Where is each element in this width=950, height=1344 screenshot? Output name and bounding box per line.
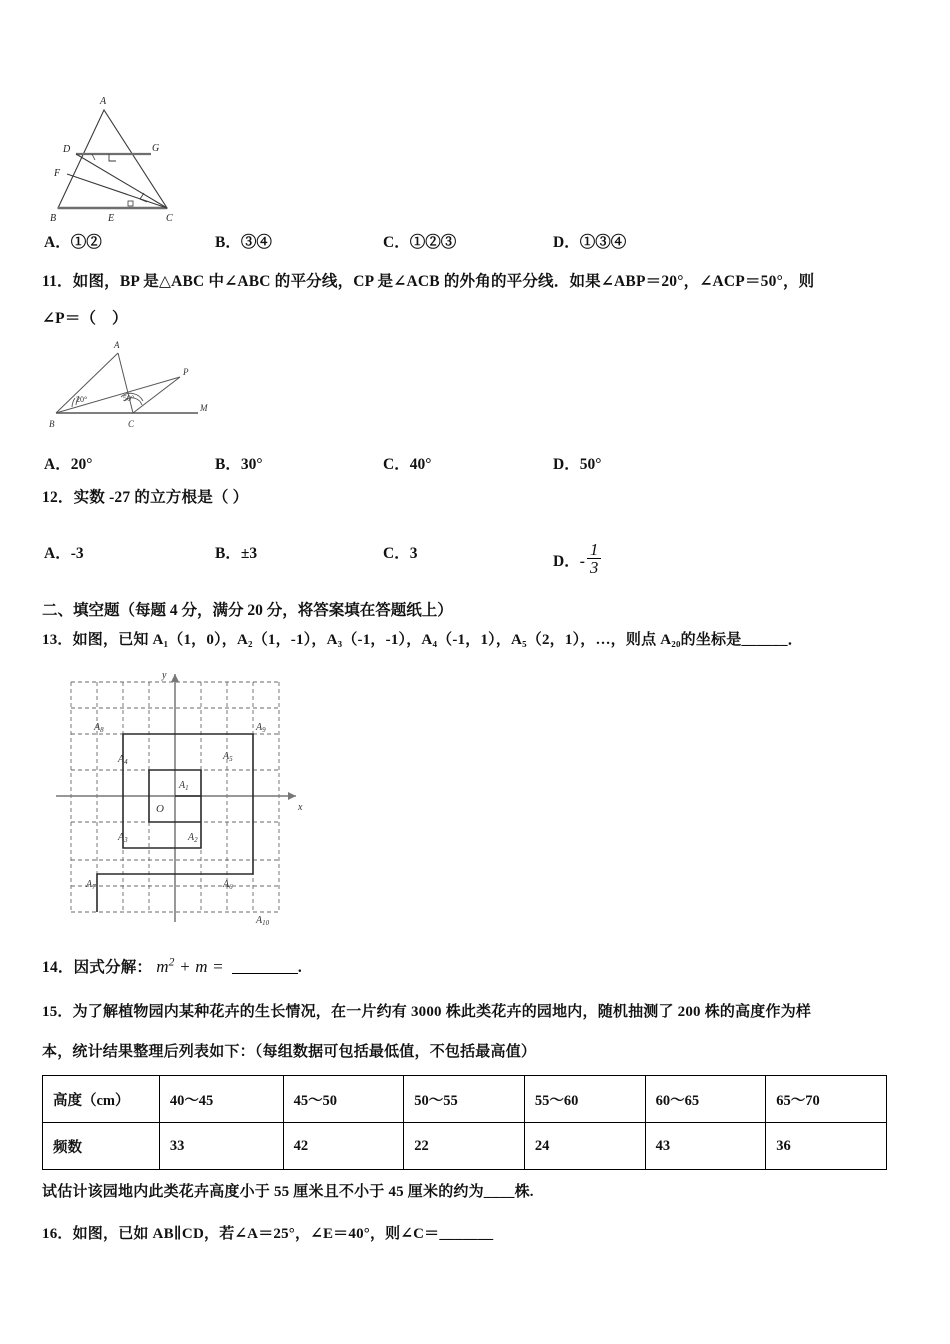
q10-option-b-value: ③④ xyxy=(240,234,272,251)
q12-option-c-value: 3 xyxy=(409,545,418,562)
q11-option-d-value: 50° xyxy=(579,456,602,473)
q11-option-c-label: C． xyxy=(383,456,410,473)
q10-option-d-label: D． xyxy=(553,234,580,251)
svg-text:B: B xyxy=(50,213,57,223)
q10-option-c[interactable] xyxy=(383,230,456,252)
x-axis-label: x xyxy=(298,802,303,813)
svg-text:C: C xyxy=(128,419,135,429)
svg-text:A4: $A_4$ xyxy=(118,754,128,766)
q12-text: 12．实数 -27 的立方根是（ ） xyxy=(42,489,249,506)
svg-text:P: P xyxy=(183,367,189,377)
q12-option-d[interactable] xyxy=(553,541,601,576)
q11-text-line1: 11．如图，BP 是△ABC 中∠ABC 的平分线，CP 是∠ACB 的外角的平分线．如果∠ABP＝20°，∠ACP＝50°，则 xyxy=(42,273,815,290)
section-2-heading: 二、填空题（每题 4 分，满分 20 分，将答案填在答题纸上） xyxy=(42,602,453,619)
svg-text:A8: $A_8$ xyxy=(94,722,104,734)
svg-text:A3: $A_3$ xyxy=(118,832,128,844)
q12-option-a[interactable] xyxy=(44,541,84,563)
svg-text:A2: $A_2$ xyxy=(188,832,198,844)
q11-option-b-value: 30° xyxy=(240,456,263,473)
q15-text-line1: 15．为了解植物园内某种花卉的生长情况，在一片约有 3000 株此类花卉的园地内，随机抽测了 200 株的高度作为样 xyxy=(42,1004,812,1020)
q11-option-c-value: 40° xyxy=(409,456,432,473)
table-cell-freq-5: 36 xyxy=(766,1123,887,1170)
q11-option-a[interactable] xyxy=(44,452,92,474)
q15-footer: 试估计该园地内此类花卉高度小于 55 厘米且不小于 45 厘米的约为____株. xyxy=(42,1184,534,1200)
q12-option-a-label: A． xyxy=(44,545,71,562)
q12-option-c[interactable] xyxy=(383,541,417,563)
svg-text:B: B xyxy=(49,419,55,429)
table-cell-freq-3: 24 xyxy=(524,1123,645,1170)
svg-text:F: F xyxy=(54,168,61,179)
q10-option-a-value: ①② xyxy=(70,234,102,251)
q11-angle-c-label: 50° xyxy=(123,394,135,403)
q12-option-d-label: D． xyxy=(553,552,580,570)
q14-answer-blank[interactable] xyxy=(232,972,298,974)
svg-text:A10: $A_{10}$ xyxy=(256,915,270,927)
table-cell-range-0: 40～45 xyxy=(159,1076,283,1123)
q12-option-a-value: -3 xyxy=(70,545,84,562)
q16-text: 16．如图，已如 AB∥CD，若∠A＝25°，∠E＝40°，则∠C＝_______ xyxy=(42,1226,494,1242)
q10-option-a-label: A． xyxy=(44,234,71,251)
q14-prefix: 14．因式分解： xyxy=(42,959,153,976)
q12-option-d-fraction xyxy=(587,541,602,576)
table-header-frequency: 频数 xyxy=(43,1123,160,1170)
q10-option-b[interactable] xyxy=(215,230,272,252)
q11-angle-b-label: 20° xyxy=(76,395,88,404)
q11-option-a-label: A． xyxy=(44,456,71,473)
table-cell-range-2: 50～55 xyxy=(404,1076,525,1123)
table-cell-freq-2: 22 xyxy=(404,1123,525,1170)
table-cell-range-5: 65～70 xyxy=(766,1076,887,1123)
q12-option-b-value: ±3 xyxy=(240,545,258,562)
table-header-height: 高度（cm） xyxy=(43,1076,160,1123)
q11-option-d-label: D． xyxy=(553,456,580,473)
table-cell-freq-1: 42 xyxy=(283,1123,404,1170)
q13-text: 13．如图，已知 A₁（1，0），A₂（1，-1），A₃（-1，-1），A₄（-1，1），A₅（2，1），…，则点 A₂₀的坐标是______． xyxy=(42,632,803,648)
q12-option-d-denominator: 3 xyxy=(587,558,602,576)
q10-option-c-value: ①②③ xyxy=(409,234,457,251)
table-cell-freq-0: 33 xyxy=(159,1123,283,1170)
q10-option-d[interactable] xyxy=(553,230,626,252)
table-row-heights xyxy=(43,1076,887,1123)
q12-option-d-numerator: 1 xyxy=(589,540,599,559)
svg-text:A: A xyxy=(114,340,120,350)
q12-option-c-label: C． xyxy=(383,545,410,562)
table-cell-range-3: 55～60 xyxy=(524,1076,645,1123)
q10-option-b-label: B． xyxy=(215,234,241,251)
svg-text:G: G xyxy=(152,143,160,154)
table-row-frequencies xyxy=(43,1123,887,1170)
q12-option-b-label: B． xyxy=(215,545,241,562)
svg-text:D: D xyxy=(63,144,71,155)
q11-option-c[interactable] xyxy=(383,452,431,474)
q10-option-d-value: ①③④ xyxy=(579,234,627,251)
origin-label: O xyxy=(156,803,164,815)
q11-text-line2: ∠P＝（ ） xyxy=(42,310,128,327)
q10-option-a[interactable] xyxy=(44,230,102,252)
svg-text:A5: $A_5$ xyxy=(223,751,233,763)
svg-text:A7: $A_7$ xyxy=(86,879,96,891)
q14-expression xyxy=(156,957,224,976)
q11-option-b-label: B． xyxy=(215,456,241,473)
svg-text:C: C xyxy=(166,213,173,223)
q11-option-b[interactable] xyxy=(215,452,263,474)
q14-period: . xyxy=(297,959,302,976)
q11-option-a-value: 20° xyxy=(70,456,93,473)
q14-expression-base: m xyxy=(156,957,169,976)
svg-text:A9: $A_9$ xyxy=(256,722,266,734)
svg-text:A6: $A_6$ xyxy=(223,879,233,891)
q10-option-c-label: C． xyxy=(383,234,410,251)
svg-text:E: E xyxy=(108,213,115,223)
q14-expression-rest: + m = xyxy=(179,957,224,976)
q10-figure xyxy=(48,88,198,223)
svg-text:A1: $A_1$ xyxy=(179,780,189,792)
q13-figure xyxy=(48,660,328,945)
q15-text-line2: 本，统计结果整理后列表如下：（每组数据可包括最低值，不包括最高值） xyxy=(42,1044,537,1060)
table-cell-freq-4: 43 xyxy=(645,1123,766,1170)
q12-option-d-prefix: - xyxy=(579,552,585,570)
q14-expression-exponent: 2 xyxy=(168,955,175,969)
y-axis-label: y xyxy=(162,670,167,681)
q11-option-d[interactable] xyxy=(553,452,601,474)
frequency-table xyxy=(42,1075,887,1170)
table-cell-range-1: 45～50 xyxy=(283,1076,404,1123)
q14-text xyxy=(42,955,302,977)
svg-text:A: A xyxy=(100,96,107,107)
table-cell-range-4: 60～65 xyxy=(645,1076,766,1123)
q12-option-b[interactable] xyxy=(215,541,257,563)
q11-figure xyxy=(48,335,228,430)
svg-text:M: M xyxy=(200,403,208,413)
